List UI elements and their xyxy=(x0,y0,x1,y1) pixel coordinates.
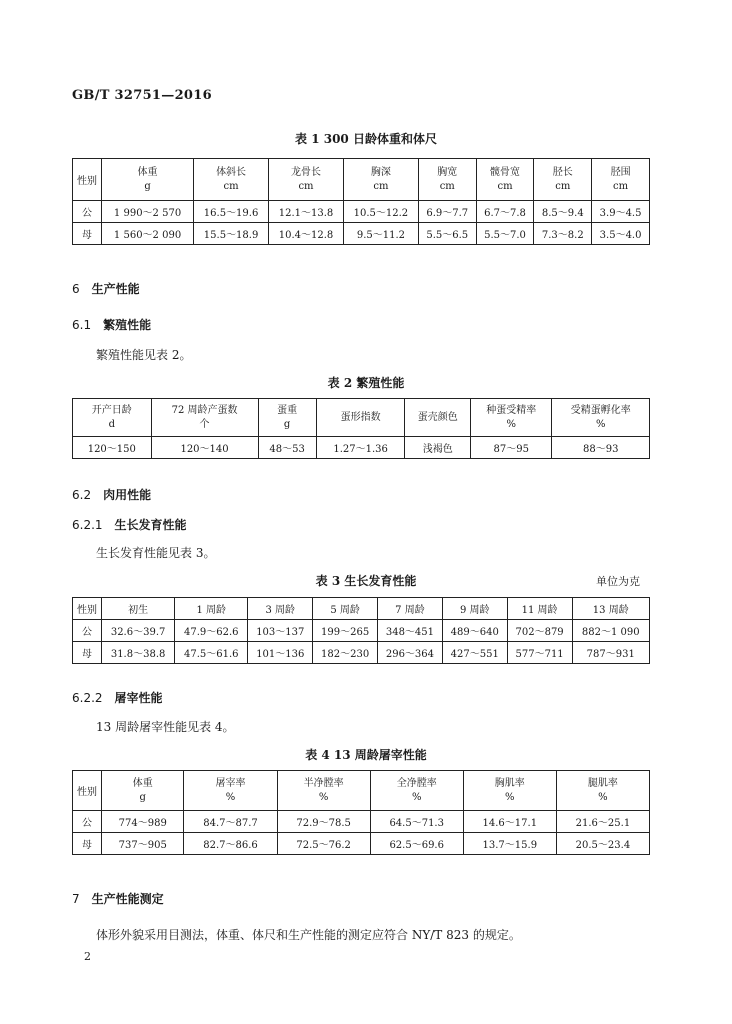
table4-cell: 20.5～23.4 xyxy=(556,833,649,855)
table3-cell: 199～265 xyxy=(313,620,378,642)
table3-cell: 47.5～61.6 xyxy=(175,642,248,664)
table4-col-header: 屠宰率 % xyxy=(184,771,277,811)
table3-cell: 577～711 xyxy=(507,642,572,664)
table2-col-header: 开产日龄 d xyxy=(73,399,152,437)
table4-sex-cell: 母 xyxy=(73,833,102,855)
table3-unit-note: 单位为克 xyxy=(596,575,640,588)
table-row xyxy=(73,642,650,664)
table2-cell: 120～140 xyxy=(151,437,258,459)
table4-cell: 14.6～17.1 xyxy=(463,811,556,833)
table1-cell: 1 560～2 090 xyxy=(102,223,194,245)
section-6-2-1-text: 生长发育性能见表 3。 xyxy=(96,546,216,560)
table1-cell: 5.5～7.0 xyxy=(476,223,534,245)
table1-sex-cell: 母 xyxy=(73,223,102,245)
section-6-1-text: 繁殖性能见表 2。 xyxy=(96,348,192,362)
table3-col-header: 3 周龄 xyxy=(248,598,313,620)
table3-cell: 47.9～62.6 xyxy=(175,620,248,642)
page-number: 2 xyxy=(84,950,91,963)
table1-cell: 10.5～12.2 xyxy=(343,201,418,223)
table3-cell: 103～137 xyxy=(248,620,313,642)
table1-col-header: 体斜长 cm xyxy=(194,159,269,201)
table3-sex-cell: 母 xyxy=(73,642,102,664)
section-6-2-1-heading: 6.2.1 生长发育性能 xyxy=(72,518,187,532)
table1-cell: 12.1～13.8 xyxy=(269,201,344,223)
table4-caption: 表 4 13 周龄屠宰性能 xyxy=(305,748,427,762)
table-row xyxy=(73,223,650,245)
table1-caption: 表 1 300 日龄体重和体尺 xyxy=(295,132,437,146)
table1-cell: 5.5～6.5 xyxy=(418,223,476,245)
table1-sex-header: 性别 xyxy=(73,159,102,201)
table3-col-header: 9 周龄 xyxy=(442,598,507,620)
table3-cell: 787～931 xyxy=(572,642,649,664)
table1-col-header: 胫长 cm xyxy=(534,159,592,201)
table-row xyxy=(73,437,650,459)
table4-cell: 737～905 xyxy=(102,833,184,855)
table1-cell: 6.7～7.8 xyxy=(476,201,534,223)
standard-number: GB/T 32751—2016 xyxy=(72,88,212,103)
table3-cell: 32.6～39.7 xyxy=(102,620,175,642)
table2-cell: 88～93 xyxy=(552,437,650,459)
table3-col-header: 13 周龄 xyxy=(572,598,649,620)
table2-cell: 120～150 xyxy=(73,437,152,459)
table1 xyxy=(72,158,650,245)
table3-cell: 182～230 xyxy=(313,642,378,664)
table1-cell: 15.5～18.9 xyxy=(194,223,269,245)
table1-cell: 6.9～7.7 xyxy=(418,201,476,223)
table4-cell: 84.7～87.7 xyxy=(184,811,277,833)
table3-col-header: 5 周龄 xyxy=(313,598,378,620)
table1-col-header: 髋骨宽 cm xyxy=(476,159,534,201)
table3-sex-header: 性别 xyxy=(73,598,102,620)
table3-cell: 882～1 090 xyxy=(572,620,649,642)
table2-col-header: 72 周龄产蛋数 个 xyxy=(151,399,258,437)
section-7-heading: 7 生产性能测定 xyxy=(72,892,164,906)
table3-cell: 348～451 xyxy=(378,620,443,642)
table3-col-header: 11 周龄 xyxy=(507,598,572,620)
table3-cell: 702～879 xyxy=(507,620,572,642)
section-6-2-2-heading: 6.2.2 屠宰性能 xyxy=(72,691,163,705)
table2-col-header: 蛋形指数 xyxy=(316,399,405,437)
table-row xyxy=(73,201,650,223)
table2-col-header: 蛋重 g xyxy=(258,399,316,437)
table2-col-header: 蛋壳颜色 xyxy=(405,399,471,437)
table4-sex-header: 性别 xyxy=(73,771,102,811)
table1-col-header: 胸宽 cm xyxy=(418,159,476,201)
table4 xyxy=(72,770,650,855)
table1-sex-cell: 公 xyxy=(73,201,102,223)
table4-col-header: 半净膛率 % xyxy=(277,771,370,811)
table1-col-header: 胸深 cm xyxy=(343,159,418,201)
table3-col-header: 1 周龄 xyxy=(175,598,248,620)
table4-cell: 82.7～86.6 xyxy=(184,833,277,855)
table2-cell: 87～95 xyxy=(471,437,552,459)
table1-cell: 3.9～4.5 xyxy=(592,201,650,223)
section-6-heading: 6 生产性能 xyxy=(72,282,140,296)
table1-col-header: 体重 g xyxy=(102,159,194,201)
table1-cell: 8.5～9.4 xyxy=(534,201,592,223)
table4-cell: 72.5～76.2 xyxy=(277,833,370,855)
table3-cell: 489～640 xyxy=(442,620,507,642)
section-6-2-2-text: 13 周龄屠宰性能见表 4。 xyxy=(96,720,235,734)
table1-cell: 16.5～19.6 xyxy=(194,201,269,223)
table-row xyxy=(73,811,650,833)
table4-col-header: 腿肌率 % xyxy=(556,771,649,811)
table2 xyxy=(72,398,650,459)
section-7-text: 体形外貌采用目测法，体重、体尺和生产性能的测定应符合 NY/T 823 的规定。 xyxy=(96,928,521,942)
table4-col-header: 体重 g xyxy=(102,771,184,811)
table1-cell: 7.3～8.2 xyxy=(534,223,592,245)
table2-cell: 48～53 xyxy=(258,437,316,459)
table4-col-header: 全净膛率 % xyxy=(370,771,463,811)
table4-cell: 64.5～71.3 xyxy=(370,811,463,833)
table3-caption: 表 3 生长发育性能 xyxy=(315,574,417,588)
table1-cell: 10.4～12.8 xyxy=(269,223,344,245)
table1-cell: 9.5～11.2 xyxy=(343,223,418,245)
table4-sex-cell: 公 xyxy=(73,811,102,833)
section-6-2-heading: 6.2 肉用性能 xyxy=(72,488,152,502)
table4-cell: 21.6～25.1 xyxy=(556,811,649,833)
table2-cell: 1.27～1.36 xyxy=(316,437,405,459)
section-6-1-heading: 6.1 繁殖性能 xyxy=(72,318,152,332)
table2-caption: 表 2 繁殖性能 xyxy=(327,376,405,390)
table-row xyxy=(73,833,650,855)
table4-col-header: 胸肌率 % xyxy=(463,771,556,811)
table1-col-header: 龙骨长 cm xyxy=(269,159,344,201)
table4-cell: 72.9～78.5 xyxy=(277,811,370,833)
table3-col-header: 7 周龄 xyxy=(378,598,443,620)
table4-cell: 774～989 xyxy=(102,811,184,833)
table2-col-header: 种蛋受精率 % xyxy=(471,399,552,437)
table3-col-header: 初生 xyxy=(102,598,175,620)
table2-cell: 浅褐色 xyxy=(405,437,471,459)
table3 xyxy=(72,597,650,664)
table1-cell: 3.5～4.0 xyxy=(592,223,650,245)
table3-cell: 296～364 xyxy=(378,642,443,664)
table-row xyxy=(73,620,650,642)
table3-sex-cell: 公 xyxy=(73,620,102,642)
table4-cell: 13.7～15.9 xyxy=(463,833,556,855)
table3-cell: 101～136 xyxy=(248,642,313,664)
table1-col-header: 胫围 cm xyxy=(592,159,650,201)
table4-cell: 62.5～69.6 xyxy=(370,833,463,855)
table1-cell: 1 990～2 570 xyxy=(102,201,194,223)
table3-cell: 31.8～38.8 xyxy=(102,642,175,664)
table3-cell: 427～551 xyxy=(442,642,507,664)
table2-col-header: 受精蛋孵化率 % xyxy=(552,399,650,437)
